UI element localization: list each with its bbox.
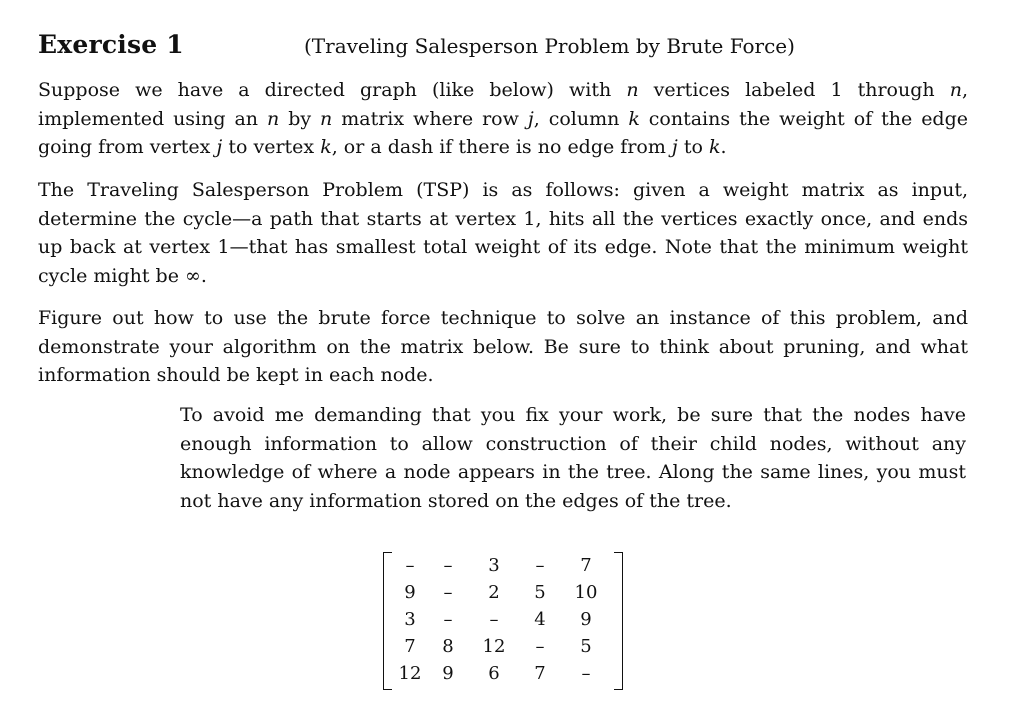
text-span: to vertex xyxy=(222,136,321,158)
matrix-cell: – xyxy=(443,609,453,630)
paragraph-tsp-definition xyxy=(38,176,968,290)
math-var: k xyxy=(320,136,332,158)
matrix-cell: 9 xyxy=(580,609,592,630)
math-var: k xyxy=(628,107,640,130)
text-span: to xyxy=(677,136,709,158)
text-span: matrix where row xyxy=(332,107,528,130)
text-span: . xyxy=(200,264,207,287)
text-span: . xyxy=(720,136,727,158)
text-span: , column xyxy=(533,107,629,130)
text-span: Suppose we have a directed graph (like below) with xyxy=(38,79,627,101)
matrix-cell: – xyxy=(581,663,591,684)
matrix-cell: 7 xyxy=(534,663,546,684)
matrix-right-bracket xyxy=(614,552,623,690)
exercise-subtitle: (Traveling Salesperson Problem by Brute Force) xyxy=(304,34,795,58)
matrix-row xyxy=(395,606,609,633)
math-var: n xyxy=(267,107,280,130)
matrix-cell: 8 xyxy=(442,636,454,657)
paragraph-note: To avoid me demanding that you fix your work, be sure that the nodes have enough information to allow construction of their child nodes, without any knowledge of where a node appears in the tree. Along the same lines, you must not have any information stored on the edges of the tree. xyxy=(180,404,966,512)
math-var: k xyxy=(708,136,721,158)
paragraph-problem-setup xyxy=(38,76,968,162)
matrix-cell: – xyxy=(535,636,545,657)
text-span: The Traveling Salesperson Problem (TSP) is as follows: given a weight matrix as input, determine the cycle—a path that starts at vertex 1, hits all the vertices exactly once, and ends up back at vertex 1—that has smallest total weight of its edge. Note that the minimum weight cycle might be xyxy=(38,179,968,287)
text-span: by xyxy=(279,107,321,130)
paragraph-task: Figure out how to use the brute force technique to solve an instance of this problem, and demonstrate your algorithm on the matrix below. Be sure to think about pruning, and what information should be kept in each node. xyxy=(38,307,968,386)
matrix-row xyxy=(395,633,609,660)
matrix-cell: 10 xyxy=(574,582,598,603)
math-var: j xyxy=(671,136,678,158)
matrix-cell: – xyxy=(535,555,545,576)
text-span: , or a dash if there is no edge from xyxy=(331,136,672,158)
matrix-cell: 9 xyxy=(404,582,416,603)
infinity-symbol: ∞ xyxy=(185,264,201,287)
matrix-cell: – xyxy=(443,555,453,576)
math-var: j xyxy=(216,136,223,158)
text-span: contains the weight of the edge going from vertex xyxy=(38,107,969,158)
matrix-cell: 3 xyxy=(488,555,500,576)
math-var: n xyxy=(626,79,639,101)
matrix-cell: 7 xyxy=(404,636,416,657)
text-span: , implemented using an xyxy=(38,79,968,130)
weight-matrix xyxy=(383,552,623,688)
matrix-table xyxy=(395,552,609,687)
matrix-cell: 3 xyxy=(404,609,416,630)
matrix-cell: 9 xyxy=(442,663,454,684)
matrix-cell: – xyxy=(443,582,453,603)
matrix-cell: – xyxy=(489,609,499,630)
matrix-cell: – xyxy=(405,555,415,576)
exercise-title: Exercise 1 xyxy=(38,30,184,59)
math-var: n xyxy=(949,79,962,101)
matrix-cell: 6 xyxy=(488,663,500,684)
math-var: j xyxy=(527,107,534,130)
matrix-cell: 12 xyxy=(482,636,506,657)
matrix-row xyxy=(395,579,609,606)
matrix-row xyxy=(395,552,609,579)
matrix-cell: 5 xyxy=(534,582,546,603)
matrix-left-bracket xyxy=(383,552,392,690)
matrix-cell: 5 xyxy=(580,636,592,657)
matrix-cell: 12 xyxy=(398,663,422,684)
exercise-header xyxy=(38,28,978,68)
math-var: n xyxy=(320,107,333,130)
matrix-cell: 4 xyxy=(534,609,546,630)
matrix-row xyxy=(395,660,609,687)
matrix-cell: 2 xyxy=(488,582,500,603)
matrix-cell: 7 xyxy=(580,555,592,576)
text-span: vertices labeled 1 through xyxy=(638,79,950,101)
